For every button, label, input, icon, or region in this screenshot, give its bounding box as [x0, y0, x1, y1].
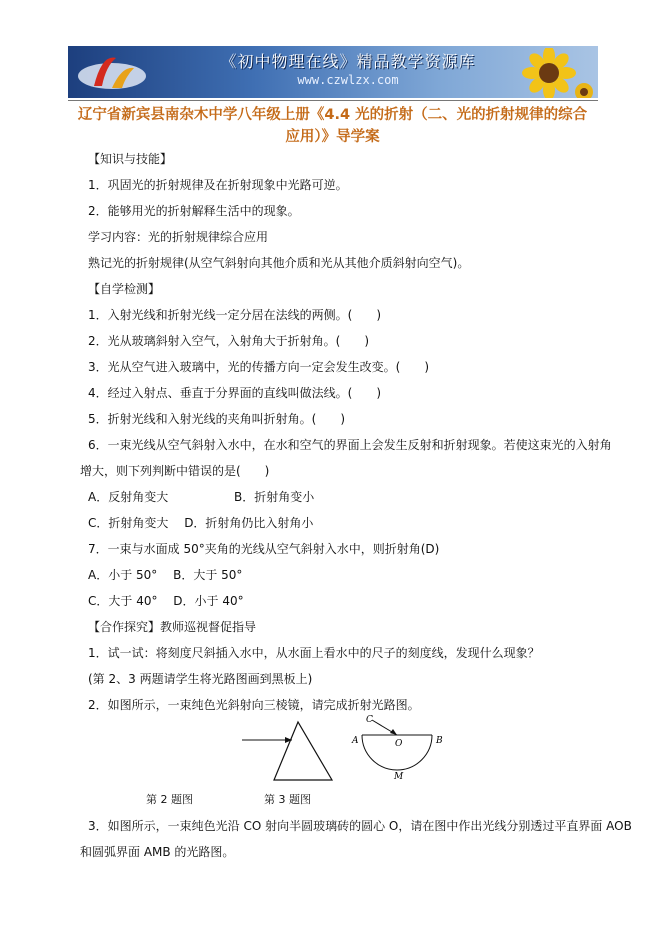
knowledge-item-1: 1．巩固光的折射规律及在折射现象中光路可逆。: [88, 178, 348, 192]
question-7-options-cd: C．大于 40° D．小于 40°: [88, 594, 244, 608]
semicircle-figure: [348, 713, 448, 788]
recall-text: 熟记光的折射规律(从空气斜射向其他介质和光从其他介质斜射向空气)。: [88, 256, 470, 270]
label-o: O: [395, 739, 403, 749]
header-rule: [68, 100, 598, 101]
cooperation-item-1: 1．试一试：将刻度尺斜插入水中，从水面上看水中的尺子的刻度线，发现什么现象？: [88, 646, 540, 660]
title-line-2: 应用）》导学案: [285, 129, 380, 145]
page-title: [60, 104, 605, 148]
label-b: B: [436, 736, 443, 746]
cooperation-note: (第 2、3 两题请学生将光路图画到黑板上): [88, 672, 313, 686]
prism-figure: [240, 720, 340, 785]
question-3: 3．光从空气进入玻璃中，光的传播方向一定会发生改变。( ): [88, 360, 430, 374]
question-6-options-cd: C．折射角变大 D．折射角仍比入射角小: [88, 516, 314, 530]
cooperation-item-3-line-2: 和圆弧界面 AMB 的光路图。: [80, 845, 235, 859]
section-self-check: 【自学检测】: [88, 282, 161, 296]
section-knowledge: 【知识与技能】: [88, 152, 173, 166]
cooperation-item-2: 2．如图所示，一束纯色光斜射向三棱镜，请完成折射光路图。: [88, 698, 420, 712]
question-6-option-b: B．折射角变小: [234, 490, 315, 504]
question-7: 7．一束与水面成 50°夹角的光线从空气斜射入水中，则折射角(D): [88, 542, 440, 556]
sunflower-icon: [504, 48, 594, 98]
site-logo-icon: [72, 48, 152, 96]
question-6-option-a: A．反射角变大: [88, 490, 169, 504]
learning-content: 学习内容：光的折射规律综合应用: [88, 230, 269, 244]
knowledge-item-2: 2．能够用光的折射解释生活中的现象。: [88, 204, 300, 218]
label-m: M: [394, 772, 404, 782]
question-1: 1．入射光线和折射光线一定分居在法线的两侧。( ): [88, 308, 382, 322]
question-6-line-1: 6．一束光线从空气斜射入水中，在水和空气的界面上会发生反射和折射现象。若使这束光的入射角: [88, 438, 612, 452]
question-5: 5．折射光线和入射光线的夹角叫折射角。( ): [88, 412, 345, 426]
label-a: A: [352, 736, 359, 746]
question-2: 2．光从玻璃斜射入空气，入射角大于折射角。( ): [88, 334, 370, 348]
section-cooperation: 【合作探究】教师巡视督促指导: [88, 620, 257, 634]
title-line-1: 辽宁省新宾县南杂木中学八年级上册《4.4 光的折射（二、光的折射规律的综合: [77, 107, 588, 123]
question-4: 4．经过入射点、垂直于分界面的直线叫做法线。( ): [88, 386, 382, 400]
site-brand: 《初中物理在线》精品教学资源库: [220, 52, 476, 71]
question-7-options-ab: A．小于 50° B．大于 50°: [88, 568, 243, 582]
figure-2-caption: 第 2 题图: [146, 793, 193, 806]
site-url: www.czwlzx.com: [297, 73, 399, 87]
cooperation-item-3-line-1: 3．如图所示，一束纯色光沿 CO 射向半圆玻璃砖的圆心 O，请在图中作出光线分别透过平直界面 AOB: [88, 819, 632, 833]
header-banner: [68, 46, 598, 98]
label-c: C: [366, 715, 373, 725]
question-6-line-2: 增大，则下列判断中错误的是( ): [80, 464, 270, 478]
figure-3-caption: 第 3 题图: [264, 793, 311, 806]
